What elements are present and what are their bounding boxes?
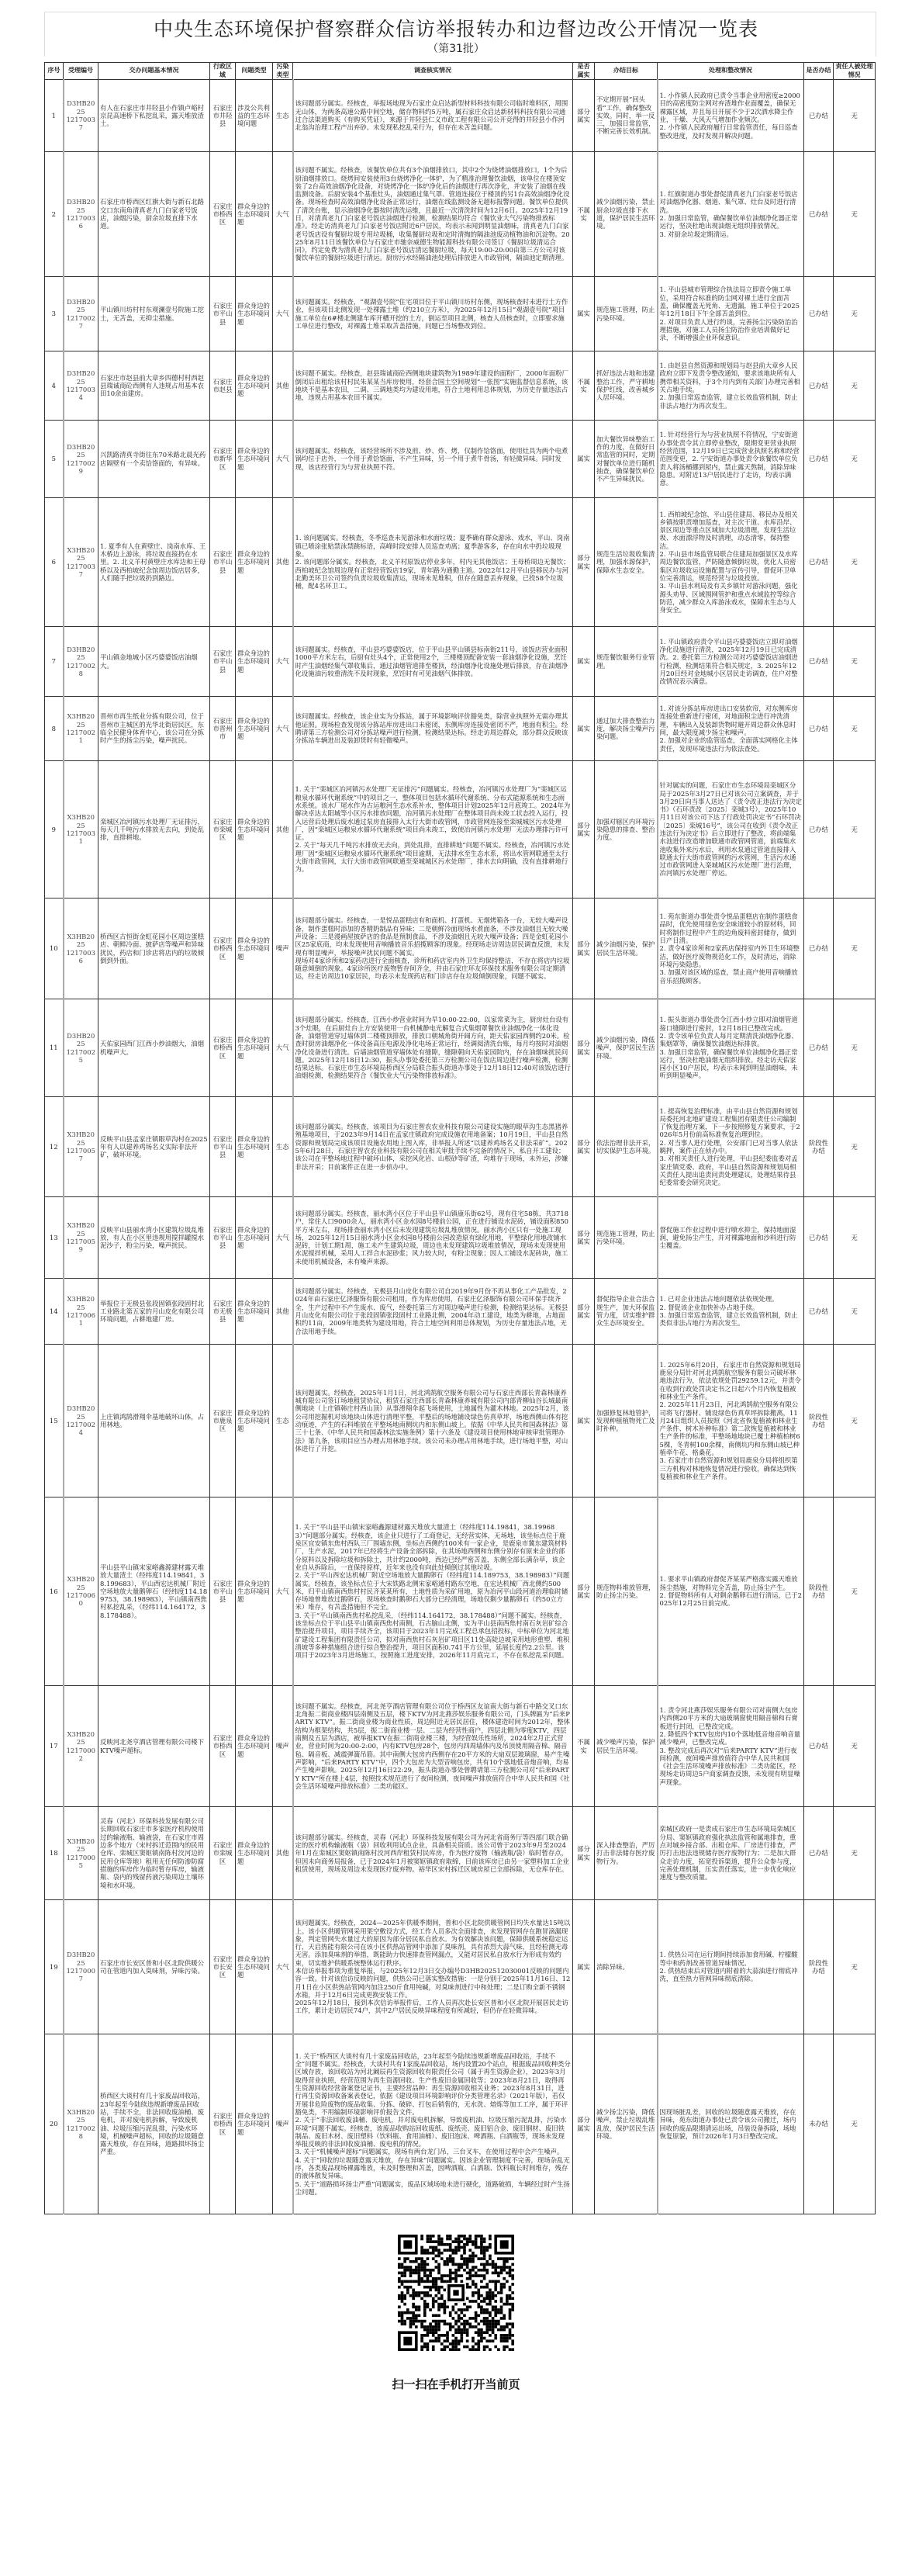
problem-description: 石家庄市桥西区红旗大街与新石北路交口东南角清真老九门白家老号饭店，油烟污染，厨余垃圾直排下水道。 — [98, 152, 210, 277]
handling-rectification: 1. 对该分拣站库房进出口安装软帘，对东侧库房连接处重新进行密闭，对地面积尘进行冲洗清理，车辆出入及装卸货物时避开周边群众休息时间，最大限度减少扬尘和噪声。 2. 加强对企业的监管巡查，全面落实网格化主体责任，发现环境违法行为依法查处。 — [658, 697, 804, 761]
table-row — [45, 898, 876, 999]
responsible-handling: 无 — [834, 277, 876, 351]
pollution-type: 生态 — [273, 1345, 293, 1497]
problem-description: 反映平山县丽水湾小区建筑垃圾乱堆放，有人在小区里违规用搅拌罐搅水泥沙子，粉尘污染，噪声扰民。 — [98, 1197, 210, 1279]
verified-status: 部分属实 — [573, 1807, 595, 1900]
responsible-handling: 无 — [834, 627, 876, 697]
row-number: 4 — [45, 351, 64, 421]
problem-description: 平山县平山镇宋家峪鑫源建材露天堆放大量渣土（经纬度114.19841，38.199683），平山西宏达机械厂附近空场地放大量鹅卵石（经纬度114.189753，38.198983），平山镇南西焦村私挖乱采，（经纬114.164172，38.178488）。 — [98, 1497, 210, 1686]
investigation-result: 该问题部分属实。经核查，举报场地现为石家庄众启达新型材料科技有限公司临时堆料区，周围无山体，为两条高速公路中间空地，储存物料约5万吨，属石家庄众启达新材料科技有限公司通过合法渠道购买（有购买凭证），来源于井陉县仁义市政工程有限公司公开竞得的井陉县小作河北翁沟治理工程产出弃砂。未发现私挖乱采行为，但存在未苫盖问题。 — [293, 80, 573, 152]
row-number: 12 — [45, 1097, 64, 1197]
header-investigation: 调查核实情况 — [293, 63, 573, 80]
responsible-handling: 无 — [834, 498, 876, 627]
problem-type: 群众身边的生态环境问题 — [236, 1097, 273, 1197]
receipt-id: X3HB2025 12170037 — [64, 498, 98, 627]
responsible-handling: 无 — [834, 1279, 876, 1345]
handling-rectification: 1. 西柏坡纪念馆、平山县住建局、移民办及相关乡镇按职责增加巡查，对主次干道、水库沿岸、景区周边等重点区域加大垃圾清理，发现生活垃圾、水面漂浮物及时清理，动态清零，保持整洁。 2. 平山县市场监管局联合住建局加强景区及水库周边餐饮监管，严防随意倾倒垃圾，优化人员密集区垃圾收运设施配置与宣传引导，督促环卫单位完善清运，规范经营与垃圾投放。 3. 平山县水利局及有关乡镇针对游泳问题，强化源头劝导、区域围网管护和重点水域监控等综合防范，减少群众入库游泳戏水，保障水生态与人身安全。 — [658, 498, 804, 627]
investigation-result: 1. 该问题属实。经核查，冬季巡查未见游泳和水面垃圾；夏季确有群众游泳、戏水，平山、岗南镇已喷涂张贴禁泳禁跳标语，高峰时段安排人员巡查劝离；夏季游客多，存在向水中扔垃圾现象。 2. 该问题部分属实。经核查，北义羊村原饭店停业多年，村内无其他饭店；王母桥周边无餐饮；西柏坡纪念馆周边现有正常经营饭店19家，青年路为通勤主道。2022年12月平山县移民办与河北勤美环卫公司签约负责垃圾收集清运，现场未见堆积，但存在随意丢弃现象，已投58个垃圾桶，配4名环卫工。 — [293, 498, 573, 627]
investigation-result: 该问题部分属实。经核查，江西小炒营业时间为早10:00-22:00，以家常菜为主，厨房灶台设有3个灶眼，在后厨灶台上方安装使用一台机械静电光解复合式集烟罩餐饮业油烟净化一体化设备，油烟管道穿过墙体到二楼楼顶排放，排放口朝城角街开阔方向，距天佑家园西侧约20米。检查时厨房油烟净化一体设备高压电源及净化电场正常运行，经调阅清洗台账，每月均按时对油烟净化设备进行清洗。后墙油烟管道穿墙体处有缝隙，缝隙朝向天佑家园院内，存在油烟味扰民问题。2025年12月18日12:30，振头办事处委托第三方检测公司在饭店周边进行噪声检测，检测结果达标。石家庄市生态环境局桥西区分局联合振头街道办事处于12月18日12:40对该饭店进行油烟检测，检测结果符合《餐饮业大气污染物排放标准》。 — [293, 999, 573, 1097]
pollution-type: 大气 — [273, 152, 293, 277]
responsible-handling: 无 — [834, 421, 876, 498]
receipt-id: D3HB2025 12170024 — [64, 1345, 98, 1497]
table-row — [45, 498, 876, 627]
completion-status: 已办结 — [804, 697, 834, 761]
admin-region: 石家庄市桥西区 — [210, 898, 236, 999]
responsible-handling: 无 — [834, 80, 876, 152]
problem-type: 涉及公共利益的生态环境问题 — [236, 80, 273, 152]
problem-description: 1. 夏季有人在黄壁庄、岗南水库、王木桥边上游泳，将垃圾直接扔在水里。2. 北义羊村黄壁庄水库边和王母桥以及西柏坡纪念馆周边饭店居多，人们随手把垃圾扔到路边。 — [98, 498, 210, 627]
admin-region: 石家庄市无极县 — [210, 1279, 236, 1345]
verified-status: 部分属实 — [573, 1197, 595, 1279]
responsible-handling: 无 — [834, 1686, 876, 1807]
admin-region: 石家庄市鹿泉区 — [210, 1345, 236, 1497]
admin-region: 石家庄市桥西区 — [210, 999, 236, 1097]
responsible-handling: 无 — [834, 351, 876, 421]
batch-subtitle: （第31批） — [427, 43, 485, 55]
receipt-id: D3HB2025 12170025 — [64, 999, 98, 1097]
pollution-type: 大气 — [273, 697, 293, 761]
table-row — [45, 1279, 876, 1345]
row-number: 2 — [45, 152, 64, 277]
problem-type: 群众身边的生态环境问题 — [236, 2034, 273, 2214]
table-row — [45, 1345, 876, 1497]
responsible-handling: 无 — [834, 1900, 876, 2034]
header-verified: 是否属实 — [573, 63, 595, 80]
completion-goal: 规范餐饮服务行业管理。 — [595, 627, 658, 697]
completion-status: 已办结 — [804, 421, 834, 498]
completion-goal: 加强对辖区内环境污染隐患的排查、整治力度。 — [595, 761, 658, 898]
header-goal: 办结目标 — [595, 63, 658, 80]
admin-region: 石家庄市平山县 — [210, 277, 236, 351]
responsible-handling: 无 — [834, 1197, 876, 1279]
pollution-type: 噪声 — [273, 2034, 293, 2214]
row-number: 15 — [45, 1345, 64, 1497]
verified-status: 部分属实 — [573, 999, 595, 1097]
handling-rectification: 1. 要求平山镇政府督促齐某某严格落实露天堆放扬尘措施，对物料完全苫盖，防止扬尘产生。 2. 督促物料所有人对剩余鹅卵石进行清运，已于2025年12月25日前完成。 — [658, 1497, 804, 1686]
pollution-type: 大气 — [273, 277, 293, 351]
qr-caption: 扫一扫在手机打开当前页 — [392, 2377, 520, 2391]
completion-goal: 规范生活垃圾收集清理，加强水源保护，保障水生态安全。 — [595, 498, 658, 627]
completion-goal: 规范施工管理，防止污染环境。 — [595, 1197, 658, 1279]
pollution-type: 其他 — [273, 351, 293, 421]
handling-rectification: 1. 红旗街道办事处督促清真老九门白家老号饭店对油烟净化器、烟道、集气罩、灶台及时进行清洗。 2. 加强日常监管，确保餐饮单位油烟净化器正常运行，坚决杜绝出现油烟无组织排放情况。 3. 对厨余垃圾定期清运。 — [658, 152, 804, 277]
problem-description: 反映平山县孟家庄镇眼草沟村在2025年有人以建养鸡场名义实际非法开矿，破坏环境。 — [98, 1097, 210, 1197]
table-header-row — [45, 63, 876, 80]
handling-rectification: 督促施工作业过程中进行喷水抑尘，保持地面湿润，避免扬尘产生，并对裸露地面和沙料进行防尘覆盖。 — [658, 1197, 804, 1279]
pollution-type: 生态 — [273, 80, 293, 152]
handling-rectification: 1. 已对企业违法占地问题依法依规处理。 2. 督促该企业加快补办占地手续。 3. 加强日常巡查监管，建立长效监管机制，防止类似非法占地行为再次发生。 — [658, 1279, 804, 1345]
table-row — [45, 761, 876, 898]
header-basic: 交办问题基本情况 — [98, 63, 210, 80]
problem-type: 群众身边的生态环境问题 — [236, 1279, 273, 1345]
completion-goal: 通过加大排查整治力度，解决扬尘噪声污染问题。 — [595, 697, 658, 761]
verified-status: 部分属实 — [573, 898, 595, 999]
problem-type: 群众身边的生态环境问题 — [236, 277, 273, 351]
completion-goal: 督促指导企业合法合规生产，加大环保监管力度，切实维护群众生态环境安全。 — [595, 1279, 658, 1345]
investigation-result: 该问题属实。经核查，2025年1月1日，河北鸿鹄航空服务有限公司与石家庄西部长青森林康养城有限公司签订场地租赁协议，租赁石家庄西部长青森林康养城有限公司内部青柳仙谷长城最南侧地块（上庄镇韩庄村西山顶）从事滑翔伞起飞场使用，土地属性为灌木林地。2025年2月，该公司用挖掘机对该地块山体进行清理平整，平整后的场地铺设绿色仿真草坪，场地西侧山体有挖动痕迹，产生的石料堆放在平整场地南侧坑内和东侧山坡上。依据《中华人民共和国森林法》第三十七条、《中华人民共和国森林法实施条例》第十六条及《建设项目使用林地审核审批管理办法》第九条，该项目应当办理占用林地手续。该公司未办理占用林地手续，进行场地平整，对山体进行了开挖。 — [293, 1345, 573, 1497]
receipt-id: X3HB2025 12170060 — [64, 1497, 98, 1686]
handling-rectification: 1. 平山镇政府责令平山县巧婆婆饭店立即对油烟净化设施进行清洗，2025年12月19日已完成清洗。2. 委托第三方检测公司对巧婆婆饭店油烟进行检测，检测结果符合相关规定，3. 2025年12月20日经对金地城小区居民走访调查，住户对整改情况表示满意。 — [658, 627, 804, 697]
responsible-handling: 无 — [834, 152, 876, 277]
completion-goal: 深入排查整治，严厉打击非法储存医疗废物行为。 — [595, 1807, 658, 1900]
investigation-result: 该问题属实。经核查，2024—2025年供暖季期间，普和小区北院供暖管网日均失水量达15吨以上。该小区供暖管网采用架空敷设方式，经工作人员多次全面排查，未发现管网存在跑冒滴漏现象，判定管网失水量过大的原因为部分居民私自放水。为有效解决该问题，保障供暖系统稳定运行，天启热能有限公司在该小区供热站管网中添加了臭味剂，具有浓烈大蒜气味，且经检测无毒无害。添加臭味剂的举措，既能助力快速排查管网漏点，又能对居民私自放水行为形成有效约束，切实维护供暖系统整体运行秩序。 本信访举报事项为重复举报，与2025年12月3日交办编号D3HB202512030001反映的问题内容一致。针对该信访反映的问题，供热公司已落实整改措施：一是分别于2025年11月16日、12月1日在小区供热站管网内加注250斤食用纯碱，对臭味剂进行中和处理；二是订购全新不锈钢水箱，并于12月6日完成更换安装工作。 2025年12月18日，接到本次信访举报件后，工作人员再次赴长安区普和小区北院开展居民走访工作，累计走访居民74户，其中2户居民反映异味程度有所减轻，但仍存在轻微异味。 — [293, 1900, 573, 2034]
investigation-result: 1. 关于“桥西区大谈村有几十家废品回收站，23年起至今陆续违规新增废品回收站，手续不全”问题不属实。经核查，大谈村共有1家废品回收站，场内设置20个站点，根据废品回收种类分区域存放，该回收站为河北阚辰再生资源回收有限责任公司（属于再生资源企业），2023年3月取得营业执照，经营范围为再生资源回收、生产性废旧金属回收等；2023年8月21日，取得再生资源回收经营备案登记证书，主要经营品种：再生资源回收相关业务；2023年8月31日，进行再生资源回收备案表登记，依据《建设项目环境影响评价分类管理名录》（2021年版），若仅开展非危险废物的废品收集、分拣、破碎、打包后销售的，无水洗、熔炼等加工工序，属于环评豁免类，不用编制环境影响评价报告文件。 2. 关于“非法回收废油桶、废电机，并对废电机拆解，导致废机油、垃圾压缩污泥乱排，污染水环境”问题不属实。经核查，该废品收购站回收废纸、废纸壳、废旧铝合金、废旧钢材、废旧铁制品、废旧木材、废旧塑料（饮料瓶、食用油桶）、废旧泡沫、啤酒瓶、白酒瓶等，现场未发现举报反映的非法回收废油桶、废电机的情况。 3. 关于“机械噪声超标”问题属实，现场有两台龙门吊，三台叉车，在使用过程中会产生噪声。 4. 关于“回收的垃圾随意露天堆放，存在异味”问题属实。因该企业管理制度不完善，现场杂乱无序，各类废品现场裸露堆放，未及时整理和苫盖，因啤酒瓶、白酒瓶、饮料瓶长时间堆存，残存的液体散发异味。 5. 关于“道路损坏扬尘严重”问题属实，废品区域场地未进行硬化，道路破损，车辆经过时产生扬尘问题。 — [293, 2034, 573, 2214]
problem-type: 群众身边的生态环境问题 — [236, 1807, 273, 1900]
receipt-id: X3HB2025 12170028 — [64, 2034, 98, 2214]
header-done: 是否办结 — [804, 63, 834, 80]
completion-status: 已办结 — [804, 761, 834, 898]
pollution-type: 生态 — [273, 1097, 293, 1197]
responsible-handling: 无 — [834, 1807, 876, 1900]
investigation-result: 1. 关于“栾城区冶河镇污水处理厂无证排污”问题属实。经核查，冶河镇污水处理厂为“栾城区运粮泉水循环代谢系统”中的项目之一，整体项目包括水循环代谢系统、分布式能源系统和生态雨水系统。该水厂尾水作为古运粮河生态水系补水，整体项目计划2025年12月底竣工。2024年为解决卓达太阳城等小区污水排放问题，冶河镇污水处理厂在整体项目尚未竣工状态投入运行，投入运营后处理后废水通过泵房直接排入太行大街市政管网，市政管网连接至栾城城区污水处理厂，因“栾城区运粮泉水循环代谢系统”项目尚未竣工，致使冶河镇污水处理厂无法办理排污许可证。 2. 关于“每天几千吨污水排放无去向，到处乱排，直排耕地”问题不属实。经核查，冶河镇污水处理厂因“栾城区运粮泉水循环代谢系统”项目逾期，无法排水至生态水系，将出水管网联通至太行大街市政管网，太行大街市政管网联通至栾城城区污水处理厂，排水去向明确，没有直排耕地行为。 — [293, 761, 573, 898]
problem-type: 群众身边的生态环境问题 — [236, 1497, 273, 1686]
completion-status: 已办结 — [804, 1807, 834, 1900]
verified-status: 属实 — [573, 627, 595, 697]
table-row — [45, 80, 876, 152]
receipt-id: X3HB2025 12170036 — [64, 898, 98, 999]
page-title: 中央生态环境保护督察群众信访举报转办和边督边改公开情况一览表 — [153, 18, 758, 40]
completion-goal: 减少噪声污染，保护居民生活环境。 — [595, 1686, 658, 1807]
header-type: 问题类型 — [236, 63, 273, 80]
verified-status: 属实 — [573, 1900, 595, 2034]
problem-type: 群众身边的生态环境问题 — [236, 1345, 273, 1497]
responsible-handling: 无 — [834, 761, 876, 898]
header-pollution: 污染类型 — [273, 63, 293, 80]
admin-region: 石家庄市平山县 — [210, 1097, 236, 1197]
problem-description: 上庄镇鸿鹄滑翔伞基地破坏山体，占用林地。 — [98, 1345, 210, 1497]
row-number: 14 — [45, 1279, 64, 1345]
investigation-result: 该问题部分属实。经核查，灵春（河北）环保科技发展有限公司为河北省商务厅等四部门联合确定的医疗机构输液瓶（袋）回收利用试点企业，具备相关资质。该公司曾于2023年9月至2024年1月在栾城区窦妪镇南陈村洨河西岸租赁村民库房，作为医疗废物（输液瓶/袋）临时暂存点，但因未向商务局报备，已于2024年1月被窦妪镇政府取缔，目前该库房已由另一家塑料加工企业租赁使用，现场及周边未发现医疗废弃物。裕华区宋村拆迁区域房屋已全部拆除，无仓库存在。 — [293, 1807, 573, 1900]
receipt-id: X3HB2025 12170021 — [64, 697, 98, 761]
problem-description: 石家庄市长安区普和小区北院供暖公司在管道内加入臭味剂，异味污染。 — [98, 1900, 210, 2034]
problem-description: 天佑家园西门江西小炒油烟大，油烟机噪声大。 — [98, 999, 210, 1097]
verified-status: 部分属实 — [573, 761, 595, 898]
receipt-id: X3HB2025 12170031 — [64, 761, 98, 898]
problem-description: 桥西区大谈村有几十家废品回收站，23年起至今陆续违规新增废品回收站，手续不全，非法回收废油桶、废电机，并对废电机拆解，导致废机油、垃圾压缩污泥乱排，污染水环境，机械噪声超标，回收的垃圾随意露天堆放，存在异味，道路损坏扬尘严重。 — [98, 2034, 210, 2214]
table-row — [45, 1197, 876, 1279]
receipt-id: D3HB2025 12170029 — [64, 421, 98, 498]
admin-region: 石家庄市平山县 — [210, 1197, 236, 1279]
problem-description: 灵春（河北）环保科技发展有限公司长期回收石家庄市多家医疗机构使用过的输液瓶、输液袋，在石家庄市周边多个地方（宋村拆迁范围内的民用仓库、栾城区窦妪镇南陈村洨河边的民用仓库等地）租用无任何防渗防腐措施的库房作为临时暂存库房，输液瓶、袋内的残留药液污染周边土壤环境和水环境。 — [98, 1807, 210, 1900]
admin-region: 石家庄市桥西区 — [210, 152, 236, 277]
problem-description: 有人在石家庄市井陉县小作镇卢峪村京昆高速桥下私挖乱采，露天堆放渣土。 — [98, 80, 210, 152]
problem-type: 群众身边的生态环境问题 — [236, 697, 273, 761]
admin-region: 石家庄市栾城区 — [210, 1807, 236, 1900]
table-row — [45, 1097, 876, 1197]
table-row — [45, 1497, 876, 1686]
investigation-result: 该问题属实。经核查，该企业实为分拣站，属于环境影响评价豁免类，除营业执照外无需办理其他证照。现场检查发现该分拣站库房进出口未密闭，东侧库房连接处密闭不严，地面有积尘。经聘请第三方检测公司对分拣站噪声进行检测，检测结果达标。经走访周边群众，部分群众反映该分拣站车辆进出及装卸货时有轻微噪声。 — [293, 697, 573, 761]
verified-status: 不属实 — [573, 152, 595, 277]
completion-goal: 规范施工管理，防止污染环境。 — [595, 277, 658, 351]
receipt-id: X3HB2025 12170057 — [64, 1097, 98, 1197]
investigation-result: 该问题属实。经核查，平山县巧婆婆饭店，位于平山县平山镇县标南街211号，该饭店营业面积1000平方米左右，后厨有灶头4个，正常使用2个，三楼楼顶配备安装一套油烟净化设施，烹饪时产生油烟经集气罩收集后，通过油烟管道排至楼顶，经油烟净化设施处理后排放，存在油烟净化设施油污较重清洗不及时现象，烹饪时有可见油烟气体排放。 — [293, 627, 573, 697]
investigation-result: 该问题不属实。经核查，该餐饮单位共有3个油烟排放口，其中2个为烧烤油烟排放口，1个为后厨油烟排放口。烧烤间安装使用3台烧烤净化一体炉，为了精准治理餐饮油烟，该单位在楼顶安装了2台高效油烟净化设备，对烧烤净化一体炉净化后的油烟进行再次净化，并安装了油烟在线监测设备。后厨安装4个基准灶头，油烟通过集气罩、管道连接位于楼顶的另1台高效油烟净化设备。现场检查时高效油烟净化设备正常运行，油烟在线监测设备无超标报警问题。餐饮单位提供了清洗台账，显示油烟净化器按时清洗运维，且最近一次清洗时间为12月6日。2025年12月19日，对清真老九门白家老号饭店油烟进行检测，检测结果均符合《餐饮业大气污染物排放标准》。经走访清真老九门白家老号饭店附近6户居民，均表示未闻到明显油烟味，清真老九门白家老号饭店设有餐厨垃圾专用垃圾桶，收集餐厨垃圾和定时清掏的隔油池废动植物油和沉淀物。2025年8月11日该餐饮单位与石家庄市驰奈威德生物能源科技有限公司签订《餐厨垃圾清运合同》，约定免费为清真老九门白家老号饭店清运餐厨垃圾，每天19:00-20:00由第三方公司对该餐饮单位的餐厨垃圾进行清运。厨房污水经隔油池处理后排放进入市政管网，隔油池定期清理。 — [293, 152, 573, 277]
problem-description: 反映河北尧亨酒店管理有限公司楼下KTV噪声超标。 — [98, 1686, 210, 1807]
handling-rectification: 1. 苑东街道办事处责令悦品蛋糕店在制作蛋糕食品时，优先使用绿色安全味道较小的原材料，同时将制作过程中产生的边角废料密封储存，做到日产日清。 2. 责令4家诊所和2家药店保持室内外卫生环境整洁，做好医疗废物规范化工作，及时清运，消除环境污染隐患。 3. 加强对该区域的巡查，禁止商户使用音响播放音乐招揽顾客。 — [658, 898, 804, 999]
investigation-result: 该问题属实。经核查，该经营场所不涉及煎、炒、炸、烤，仅制作饸饹面，使用灶具为两个电煮锅均位于店外，一个用于煮饸饹面，不产生异味，另一个用于煮牛骨汤，有轻微异味。同时发现，该店经营行为与营业执照不符。 — [293, 421, 573, 498]
verified-status: 部分属实 — [573, 80, 595, 152]
problem-type: 群众身边的生态环境问题 — [236, 1900, 273, 2034]
admin-region: 石家庄市平山县 — [210, 498, 236, 627]
row-number: 17 — [45, 1686, 64, 1807]
handling-rectification: 1. 振头街道办事处责令江西小炒立即对油烟管道接口缝隙进行密封，12月18日已整改完成。 2. 责令该单位负责人每月定期清洗油烟净化器、集烟罩等，确保餐饮油烟达标排放。 3. 加强日常监管，确保餐饮单位油烟净化器正常运行，坚决杜绝油烟无组织排放。经走访天佑家园小区10户居民，均表示未闻到明显油烟味，未听到明显噪声。 — [658, 999, 804, 1097]
problem-description: 栾城区冶河镇污水处理厂无证排污，每天几千吨污水排放无去向，到处乱排，直排耕地。 — [98, 761, 210, 898]
header-responsible: 责任人被处理情况 — [834, 63, 876, 80]
row-number: 10 — [45, 898, 64, 999]
completion-status: 已办结 — [804, 80, 834, 152]
petition-table — [44, 62, 876, 2214]
table-row — [45, 152, 876, 277]
completion-status: 已办结 — [804, 1197, 834, 1279]
completion-status: 已办结 — [804, 999, 834, 1097]
handling-rectification: 1. 由赵县自然资源和规划局与赵县前大章乡人民政府立即下发责令整改通知，要求该地块所有人携带相关资料，于3个月内到有关部门办理完善相关占地手续。 2. 加强日常巡查监管，建立长效监管机制，防止非法占地行为再次发生。 — [658, 351, 804, 421]
handling-rectification: 1. 责令河北燕莎娱乐服务有限公司对南侧大包房内西侧20平方米的大扇玻璃窗使用隔音棉和石膏板进行封闭，已整改完成。 2. 降低四个KTV包房内10个落地低音炮音响音量减少噪声，已整改完成。 3. 整改完成后再次对“后来PARTY KTV”进行夜间检测，夜间噪声排放值符合中华人民共和国《社会生活环境噪声排放标准》二类功能区，经现场走访周边5户商家调查反馈，未发现有明显噪声现象。 — [658, 1686, 804, 1807]
row-number: 18 — [45, 1807, 64, 1900]
completion-goal: 减少扬尘污染，降低噪声，禁止垃圾乱堆乱放，保护居民生活环境。 — [595, 2034, 658, 2214]
handling-rectification: 针对属实的问题，石家庄市生态环境局栾城区分局于2025年3月27日已对该公司立案调查，并于3月29日向当事人送达了《责令改正违法行为决定书》（石环责改〔2025〕栾城3号），2025年10月11日对该公司下达了行政处罚决定书“石环罚决〔2025〕栾城16号”，该公司在收到《责令改正违法行为决定书》后立即进行了整改，将前端集水池进行改造增加联通市政管网管道，前端集水池收集外来污水后，利用水泵通过管道直接排入联通太行大街市政管网的污水管网，生活污水通过市政管网进入栾城城区污水处理厂进行治理，冶河镇污水处理厂停运。 — [658, 761, 804, 898]
problem-description: 平山镇金地城小区巧婆婆饭店油烟大。 — [98, 627, 210, 697]
receipt-id: D3HB2025 12170028 — [64, 627, 98, 697]
problem-type: 群众身边的生态环境问题 — [236, 1686, 273, 1807]
admin-region: 石家庄市平山县 — [210, 1497, 236, 1686]
verified-status: 属实 — [573, 697, 595, 761]
admin-region: 石家庄市桥西区 — [210, 2034, 236, 2214]
investigation-result: 该问题部分属实。经核查，丽水湾小区位于平山县平山镇康乐街62号，现有住宅58栋，共3718户，常住人口9000余人，丽水湾小区金水园8号楼前公园，正在进行铺设水泥砖，铺设面积850平方米左右，现场排查丽水湾小区后未发现建筑垃圾乱堆放情况。丽水湾小区只有一处施工现场，2025年12月15日丽水湾小区金水园8号楼前公园改造原有绿化用地，平整绿化用地改铺水泥砖，计划工期1周，施工未产生建筑垃圾，周边也未发现建筑垃圾堆放情况，现场未发现使用水泥搅拌机械，采用人工拌合水泥砂浆；风力较大时，有粉尘现象；因人工铺设水泥砖块，施工未使用机械设备，未有噪声来源。 — [293, 1197, 573, 1279]
investigation-result: 该问题不属实。经核查，赵县瑞诚商砼西侧地块建筑物为1989年建设的面粉厂，2000年面粉厂倒闭后出租给该村村民朱某某当库房使用，经套合国土空间规划“一张图”实施监督信息系统，该地块不是基本农田，二调、三调地类均为建设用地，符合土地利用总体规划，为历史存量违法占地，违规占用基本农田不属实。 — [293, 351, 573, 421]
admin-region: 石家庄市晋州市 — [210, 697, 236, 761]
pollution-type: 大气 — [273, 1497, 293, 1686]
pollution-type: 大气 — [273, 1900, 293, 2034]
table-row — [45, 277, 876, 351]
completion-status: 已办结 — [804, 627, 834, 697]
admin-region: 石家庄市长安区 — [210, 1900, 236, 2034]
completion-goal: 减少油烟污染，禁止厨余垃圾直排下水道，保护居民生活环境。 — [595, 152, 658, 277]
completion-goal: 减少油烟污染，降低噪声，保护居民生活环境。 — [595, 999, 658, 1097]
completion-status: 已办结 — [804, 898, 834, 999]
problem-type: 群众身边的生态环境问题 — [236, 1197, 273, 1279]
completion-status: 已办结 — [804, 498, 834, 627]
receipt-id: X3HB2025 12170059 — [64, 1197, 98, 1279]
problem-type: 群众身边的生态环境问题 — [236, 627, 273, 697]
verified-status: 部分属实 — [573, 1279, 595, 1345]
verified-status: 部分属实 — [573, 1497, 595, 1686]
row-number: 11 — [45, 999, 64, 1097]
responsible-handling: 无 — [834, 1345, 876, 1497]
completion-status: 阶段性办结 — [804, 1900, 834, 2034]
problem-description: 石家庄市赵县前大章乡四德村村西赵县瑞诚商砼西侧有人违规占用基本农田10余亩建房。 — [98, 351, 210, 421]
responsible-handling: 无 — [834, 1497, 876, 1686]
receipt-id: X3HB2025 12170002 — [64, 1686, 98, 1807]
row-number: 6 — [45, 498, 64, 627]
verified-status: 属实 — [573, 1345, 595, 1497]
admin-region: 石家庄市赵县 — [210, 351, 236, 421]
row-number: 3 — [45, 277, 64, 351]
verified-status: 属实 — [573, 421, 595, 498]
handling-rectification: 因现场脏乱差，回收的垃圾随意露天堆放，存在异味，苑东街道办事处已责令该公司搬迁，场内回收的废品限期清运出场，吊装设备拆除，场地恢复原貌，预计2026年1月3日整改完成。 — [658, 2034, 804, 2214]
problem-type: 群众身边的生态环境问题 — [236, 152, 273, 277]
row-number: 9 — [45, 761, 64, 898]
problem-type: 群众身边的生态环境问题 — [236, 421, 273, 498]
receipt-id: X3HB2025 12170061 — [64, 1279, 98, 1345]
pollution-type: 其他 — [273, 1807, 293, 1900]
problem-type: 群众身边的生态环境问题 — [236, 761, 273, 898]
row-number: 1 — [45, 80, 64, 152]
table-body — [45, 80, 876, 2214]
table-row — [45, 1686, 876, 1807]
completion-status: 已办结 — [804, 152, 834, 277]
admin-region: 石家庄市平山县 — [210, 627, 236, 697]
completion-goal: 抓好违法占地和违建整治工作，严守耕地保护红线，改善城乡人居环境。 — [595, 351, 658, 421]
problem-description: 平山镇川坊村村东观澜壹号院施工挖土，无苫盖，无抑尘措施。 — [98, 277, 210, 351]
handling-rectification: 1. 供热公司在运行期间持续添加食用碱、柠檬酸等中和药剂改善管道异味情况。 2. 供热结束后对管道内附着的大蒜油进行彻底冲洗，直至热力管网异味彻底清除。 — [658, 1900, 804, 2034]
verified-status: 不属实 — [573, 1686, 595, 1807]
receipt-id: D3HB2025 12170036 — [64, 152, 98, 277]
pollution-type: 大气 — [273, 421, 293, 498]
completion-goal: 消除异味。 — [595, 1900, 658, 2034]
pollution-type: 噪声 — [273, 1686, 293, 1807]
completion-goal: 不定期开展“回头看”工作，确保整改实效。同时，举一反三，加强日常监管，不断完善长效机制。 — [595, 80, 658, 152]
table-row — [45, 999, 876, 1097]
investigation-result: 该问题属实。经核查，“观湖壹号院”住宅项目位于平山镇川坊村东侧，现场核查时未进行土方作业，但该项目北侧发现一处裸露土堆（约210立方米），为2025年12月15日“观湖壹号院”项目施工单位在6#楼北侧建车库开槽开挖的土方，倒运至项目北侧，核查人员核查时，立即要求施工单位进行整改，对裸露土堆采取苫盖措施，问题已当场整改到位。 — [293, 277, 573, 351]
admin-region: 石家庄市井陉县 — [210, 80, 236, 152]
receipt-id: D3HB2025 12170037 — [64, 80, 98, 152]
handling-rectification: 1. 平山县城市管理综合执法局立即责令施工单位，采用符合标准的防尘网对裸土进行全面苫盖，确保覆盖无死角、无遗漏，施工单位于2025年12月18日下午全部苫盖到位。 2. 对项目负责人进行约谈，完善扬尘污染防治治理措施，对施工人员扬尘防治作业培训做好记录，不断增强企业环保意识。 — [658, 277, 804, 351]
pollution-type: 大气 — [273, 999, 293, 1097]
completion-status: 已办结 — [804, 1279, 834, 1345]
pollution-type: 大气 — [273, 1197, 293, 1279]
table-row — [45, 351, 876, 421]
admin-region: 石家庄市新华区 — [210, 421, 236, 498]
problem-type: 群众身边的生态环境问题 — [236, 999, 273, 1097]
admin-region: 石家庄市栾城区 — [210, 761, 236, 898]
receipt-id: D3HB2025 12170027 — [64, 277, 98, 351]
investigation-result: 1. 关于“平山县平山镇宋家峪鑫源建材露天堆放大量渣土（经纬度114.19841，38.199683）”问题部分属实。经核查，该企业只进行了工商登记，无经营实体，无场地，该坐标点位于鹿泉区宜安镇东焦村西队三厂围墙东侧，坐标点西侧约100米有一家企业，是鹿泉市冀东建筑材料厂，生产水泥，2017年已经将生产设备全部拆除，在其场地西侧和东侧分别存有原来企业的部分原料以及拆除垃圾和拆除土，共计约2000吨，西边已经严密苫盖，东侧全部长满杂草，该企业自从拆除后，一直保持原样，近年来也没有向此处倾倒过其他垃圾。 2. 关于“平山西宏达机械厂附近空场地放大量鹅卵石（经纬度114.189753，38.198983）”问题属实。经核查，该坐标点位于大宋铁路北侧宋家峪通村路东空地，在宏达机械厂西北侧约500米，归平山镇南西焦村村民齐某某所有，土地性质为采矿用地，原为冶河平山段河道治理临时储存场地曾堆放过鹅卵石，现场核查时鹅卵石大部分已经清理，场地仅剩少量鹅卵石（约50立方米）堆存，有苫盖措施但不完全。 3. 关于“平山镇南西焦村私挖乱采，（经纬114.164172，38.178488）”问题不属实。经核查，该坐标点位于平山县平山镇南西焦村南侧，石古脑山北侧，实为平山县南西焦村南石灰岩矿综合整治提升项目，项目手续齐全，该项目于2023年1月完成工程总承包招投标，中标单位为河北地矿建设工程集团有限责任公司，拟对南西焦村石灰岩矿项目区11处高陡边坡采用地形重塑、堆积清坡等多种措施组合进行综合整治提升，项目区面积0.741平方公里，延展长度约2.2公里。该项目于2023年3月进场施工，按照施工进度安排，2026年11月底完工，不存在私挖乱采问题。 — [293, 1497, 573, 1686]
completion-goal: 依法治理非法开采，切实保护生态环境。 — [595, 1097, 658, 1197]
verified-status: 部分属实 — [573, 1097, 595, 1197]
completion-status: 阶段性办结 — [804, 1097, 834, 1197]
row-number: 13 — [45, 1197, 64, 1279]
handling-rectification: 1. 2025年6月20日，石家庄市自然资源和规划局鹿泉分局针对河北鸿鹄航空服务有限公司破坏林地违法行为，依法依规处罚29259.12元，并责令在收到行政处罚决定书之日起六个月内恢复植被和林业生产条件。 2. 2025年11月23日，河北鸿鹄航空服务有限公司将飞行器材、铺设绿色仿真草坪拆除搬离，11月24日组织人员按照《河北省恢复植被和林业生产条件、树木补种标准》第二款恢复植被和林业生产条件的标准，平整场地地块已覆土种植柏树65棵，冬青树100余棵，南侧坑内和东侧山坡已种植牵牛花、格桑花。 3. 石家庄市自然资源和规划局鹿泉分局将组织第三方机构对林地恢复情况进行验收，确保达到恢复植被和林业生产条件。 — [658, 1345, 804, 1497]
verified-status: 部分属实 — [573, 2034, 595, 2214]
problem-description: 桥西区古恒街金虹花园小区周边蛋糕店、朝鲜冷面、披萨店等噪声和异味扰民，药店和门诊店将店内的垃圾倾倒到外面。 — [98, 898, 210, 999]
completion-goal: 加大餐饮异味整治工作的力度，在做好日常监管的同时，定期对餐饮单位进行随机抽查，确保餐饮单位不产生异味扰民。 — [595, 421, 658, 498]
row-number: 7 — [45, 627, 64, 697]
completion-goal: 减少油烟污染，保护居民生活环境。 — [595, 898, 658, 999]
investigation-result: 该问题部分属实。经核查，该项目为石家庄智农农业科技有限公司建设实施的眼草沟生态黑猪养殖基地项目，于2023年9月14日在孟家庄镇政府完成设施农用地备案；10月19日，平山县自然资源和规划局完成该项目设施农用地上图入库，非举报人所述“以建养鸡场名义非法采矿”。2025年6月28日，石家庄智农农业科技有限公司在相关审批手续不完备的情况下，私自开工建设；该公司在平整场地过程中破坏山体，采挖风化岩、山根砂等矿渣，均堆存于现场，未外运，涉嫌非法开采；目前案件正在进一步侦办中。 — [293, 1097, 573, 1197]
table-row — [45, 627, 876, 697]
problem-type: 群众身边的生态环境问题 — [236, 898, 273, 999]
verified-status: 属实 — [573, 277, 595, 351]
handling-rectification: 1. 小作镇人民政府已责令当事企业用密度≥2000目的高密度防尘网对弃渣堆作业面覆盖，确保无裸露区域，并且每日开展不少于2次洒水降尘作业，干燥、大风天气增加作业频次。 2. 小作镇人民政府履行日常监管责任，每日巡查整改进度，及时发现并解决问题。 — [658, 80, 804, 152]
problem-type: 群众身边的生态环境问题 — [236, 351, 273, 421]
header-no: 序号 — [45, 63, 64, 80]
investigation-result: 该问题部分属实。经核查，一是悦品蛋糕店有和面机、打蛋机、无烟烤箱各一台，无较大噪声设备，制作蛋糕时添加的香精奶制品有异味；二是朝鲜冷面现场水煮面条，不涉及油烟且无较大噪声设备；三是漫画屋披萨店的食品是预制食品，不涉及油烟且无较大噪声设备；四是金虹花园小区25家底商，均未发现使用音响播放音乐招揽顾客的现象。经现场走访周边居民调查反馈，未发现有明显噪声，举报噪声扰民问题不属实。 现场对4家诊所和2家药店进行全面核查，诊所和药店室内外卫生均保持整洁，不存在将店内垃圾随意倾倒的现象。4家诊所医疗废物暂存间齐全，并由石家庄环友环保技术服务有限公司定期清运，经走访周边10家居民，均表示未发现药店和门诊店存在垃圾倾倒现象，问题不属实。 — [293, 898, 573, 999]
row-number: 20 — [45, 2034, 64, 2214]
investigation-result: 该问题部分属实。经核查，无极县月山皮化有限公司自2019年9月份不再从事化工产品批发，2024年由石家庄亿泽服饰有限公司租用，作为库房使用，石家庄亿泽服饰有限公司环保手续齐全，生产过程中不产生废水、废气，经委托第三方对周边噪声进行检测，检测结果达标。无极县月山皮化有限公司位于张段固镇张段固村工业路北侧，2004年动工建设，地类为耕地，占地面积约11亩，2009年地类转为建设用地，符合土地空间利用总体规划，为历史存量违法占地，无合法用地手续。 — [293, 1279, 573, 1345]
completion-goal: 加强修复林地管护，发现种植植物死亡及时补种。 — [595, 1345, 658, 1497]
receipt-id: D3HB2025 12170007 — [64, 1900, 98, 2034]
responsible-handling: 无 — [834, 999, 876, 1097]
verified-status: 不属实 — [573, 351, 595, 421]
handling-rectification: 1. 提高恢复治理标准，由平山县自然资源和规划局委托河北地矿建设工程集团有限责任公司编制了恢复治理方案，下一步按照修复方案要求，于2026年5月份前高标准恢复治理到位。 2. 对当事人进行处理，公安部门已对当事人依法羁押，案件正在侦办中。 3. 对相关责任人进行处理，平山县纪委监委对孟家庄镇党委、政府，平山县自然资源和规划局相关责任人提出追责问责处理建议，处理结果待县纪委常委会研究决定。 — [658, 1097, 804, 1197]
responsible-handling: 无 — [834, 898, 876, 999]
pollution-type: 噪声 — [273, 898, 293, 999]
pollution-type: 其他 — [273, 1279, 293, 1345]
completion-status: 阶段性办结 — [804, 1497, 834, 1686]
table-row — [45, 2034, 876, 2214]
pollution-type: 大气 — [273, 627, 293, 697]
row-number: 16 — [45, 1497, 64, 1686]
problem-description: 兴凯路清真寺街往东70米路北晨光药店隔壁有一个卖饸饹面的，有异味。 — [98, 421, 210, 498]
header-id: 受理编号 — [64, 63, 98, 80]
row-number: 8 — [45, 697, 64, 761]
table-row — [45, 697, 876, 761]
table-row — [45, 421, 876, 498]
handling-rectification: 栾城区政府一是责成石家庄市生态环境局栾城区分局、窦妪镇政府强化执法监管和属地排查，重点对城乡接合部、出租仓库、厂房进行排查，严厉打击违法违规储存医疗废物行为；二是加大群众走访力度，拓宽投诉渠道，提升公众参与度，完善处理机制，压实责任落实，进一步优化响应速度与整改质量。 — [658, 1807, 804, 1900]
investigation-result: 该问题不属实。经核查，河北尧亨酒店管理有限公司位于桥西区友谊南大街与新石中路交叉口东北角振二街商业楼四层南侧及五层，楼下KTV为河北燕莎娱乐服务有限公司，门头牌匾为“后来PARTY KTV”。振二街商业楼为商业性质，周边附近无居民居住，楼体建造时间为2012年，整体结构为框架结构，共5层，振二街商业楼一层、二层为经营性商户，四层北侧为零度KTV，四层南侧及五层为酒店，被举报KTV在振二街商业楼三楼，为经营娱乐性场所，2024年2月正式营业，营业时间为20:00-2:00，内有KTV包房28个，包房内四周墙体内及吊顶使用隔音棉、隔音毡、隔音板、减震弹簧吊筋。其中南侧大包房内西侧存在20平方米的大扇双层玻璃窗，易产生噪声影响，“后来PARTY KTV”中，四个大包房为大型音响包房，共有10个落地低音炮音响，均易产生噪声影响。2025年12月16日22:29，振头街道办事处曾聘请第三方检测公司对“后来PARTY KTV”所在楼上4层，按照技术规范进行了夜间检测，夜间噪声排放值符合中华人民共和国《社会生活环境噪声排放标准》二类功能区。 — [293, 1686, 573, 1807]
pollution-type: 其他 — [273, 498, 293, 627]
problem-description: 举报位于无极县张段固镇张段固村北工业路北第五家的月山皮化有限公司环境问题，占耕地建厂房。 — [98, 1279, 210, 1345]
header-region: 行政区域 — [210, 63, 236, 80]
row-number: 19 — [45, 1900, 64, 2034]
problem-description: 晋州市再生纸业分拣有限公司，位于晋州市主城区的光华北街居民区，东临全民健身体育中心，该公司在分拣时产生的扬尘污染，噪声扰民。 — [98, 697, 210, 761]
header-handling: 处理和整改情况 — [658, 63, 804, 80]
completion-status: 已办结 — [804, 351, 834, 421]
admin-region: 石家庄市桥西区 — [210, 1686, 236, 1807]
completion-status: 已办结 — [804, 277, 834, 351]
table-row — [45, 1900, 876, 2034]
row-number: 5 — [45, 421, 64, 498]
qr-code-icon[interactable] — [398, 2235, 514, 2351]
verified-status: 部分属实 — [573, 498, 595, 627]
receipt-id: D3HB2025 12170034 — [64, 351, 98, 421]
responsible-handling: 无 — [834, 2034, 876, 2214]
problem-type: 群众身边的生态环境问题 — [236, 498, 273, 627]
completion-goal: 规范物料堆放管理，防止扬尘污染。 — [595, 1497, 658, 1686]
handling-rectification: 1. 针对经营行为与营业执照不符情况，宁安街道办事处责令其立即停业整改，限期变更营业执照经营范围，12月19日已完成营业执照名称和经营范围变更，2. 宁安街道办事处责令该餐饮单位负责人将汤桶挪到屋内，禁止露天熬制，消除异味隐患。对附近13户居民进行了走访，均表示满意。 — [658, 421, 804, 498]
completion-status: 未办结 — [804, 2034, 834, 2214]
responsible-handling: 无 — [834, 1097, 876, 1197]
table-row — [45, 1807, 876, 1900]
completion-status: 阶段性办结 — [804, 1345, 834, 1497]
receipt-id: X3HB2025 12170005 — [64, 1807, 98, 1900]
pollution-type: 其他 — [273, 761, 293, 898]
responsible-handling: 无 — [834, 697, 876, 761]
completion-status: 已办结 — [804, 1686, 834, 1807]
